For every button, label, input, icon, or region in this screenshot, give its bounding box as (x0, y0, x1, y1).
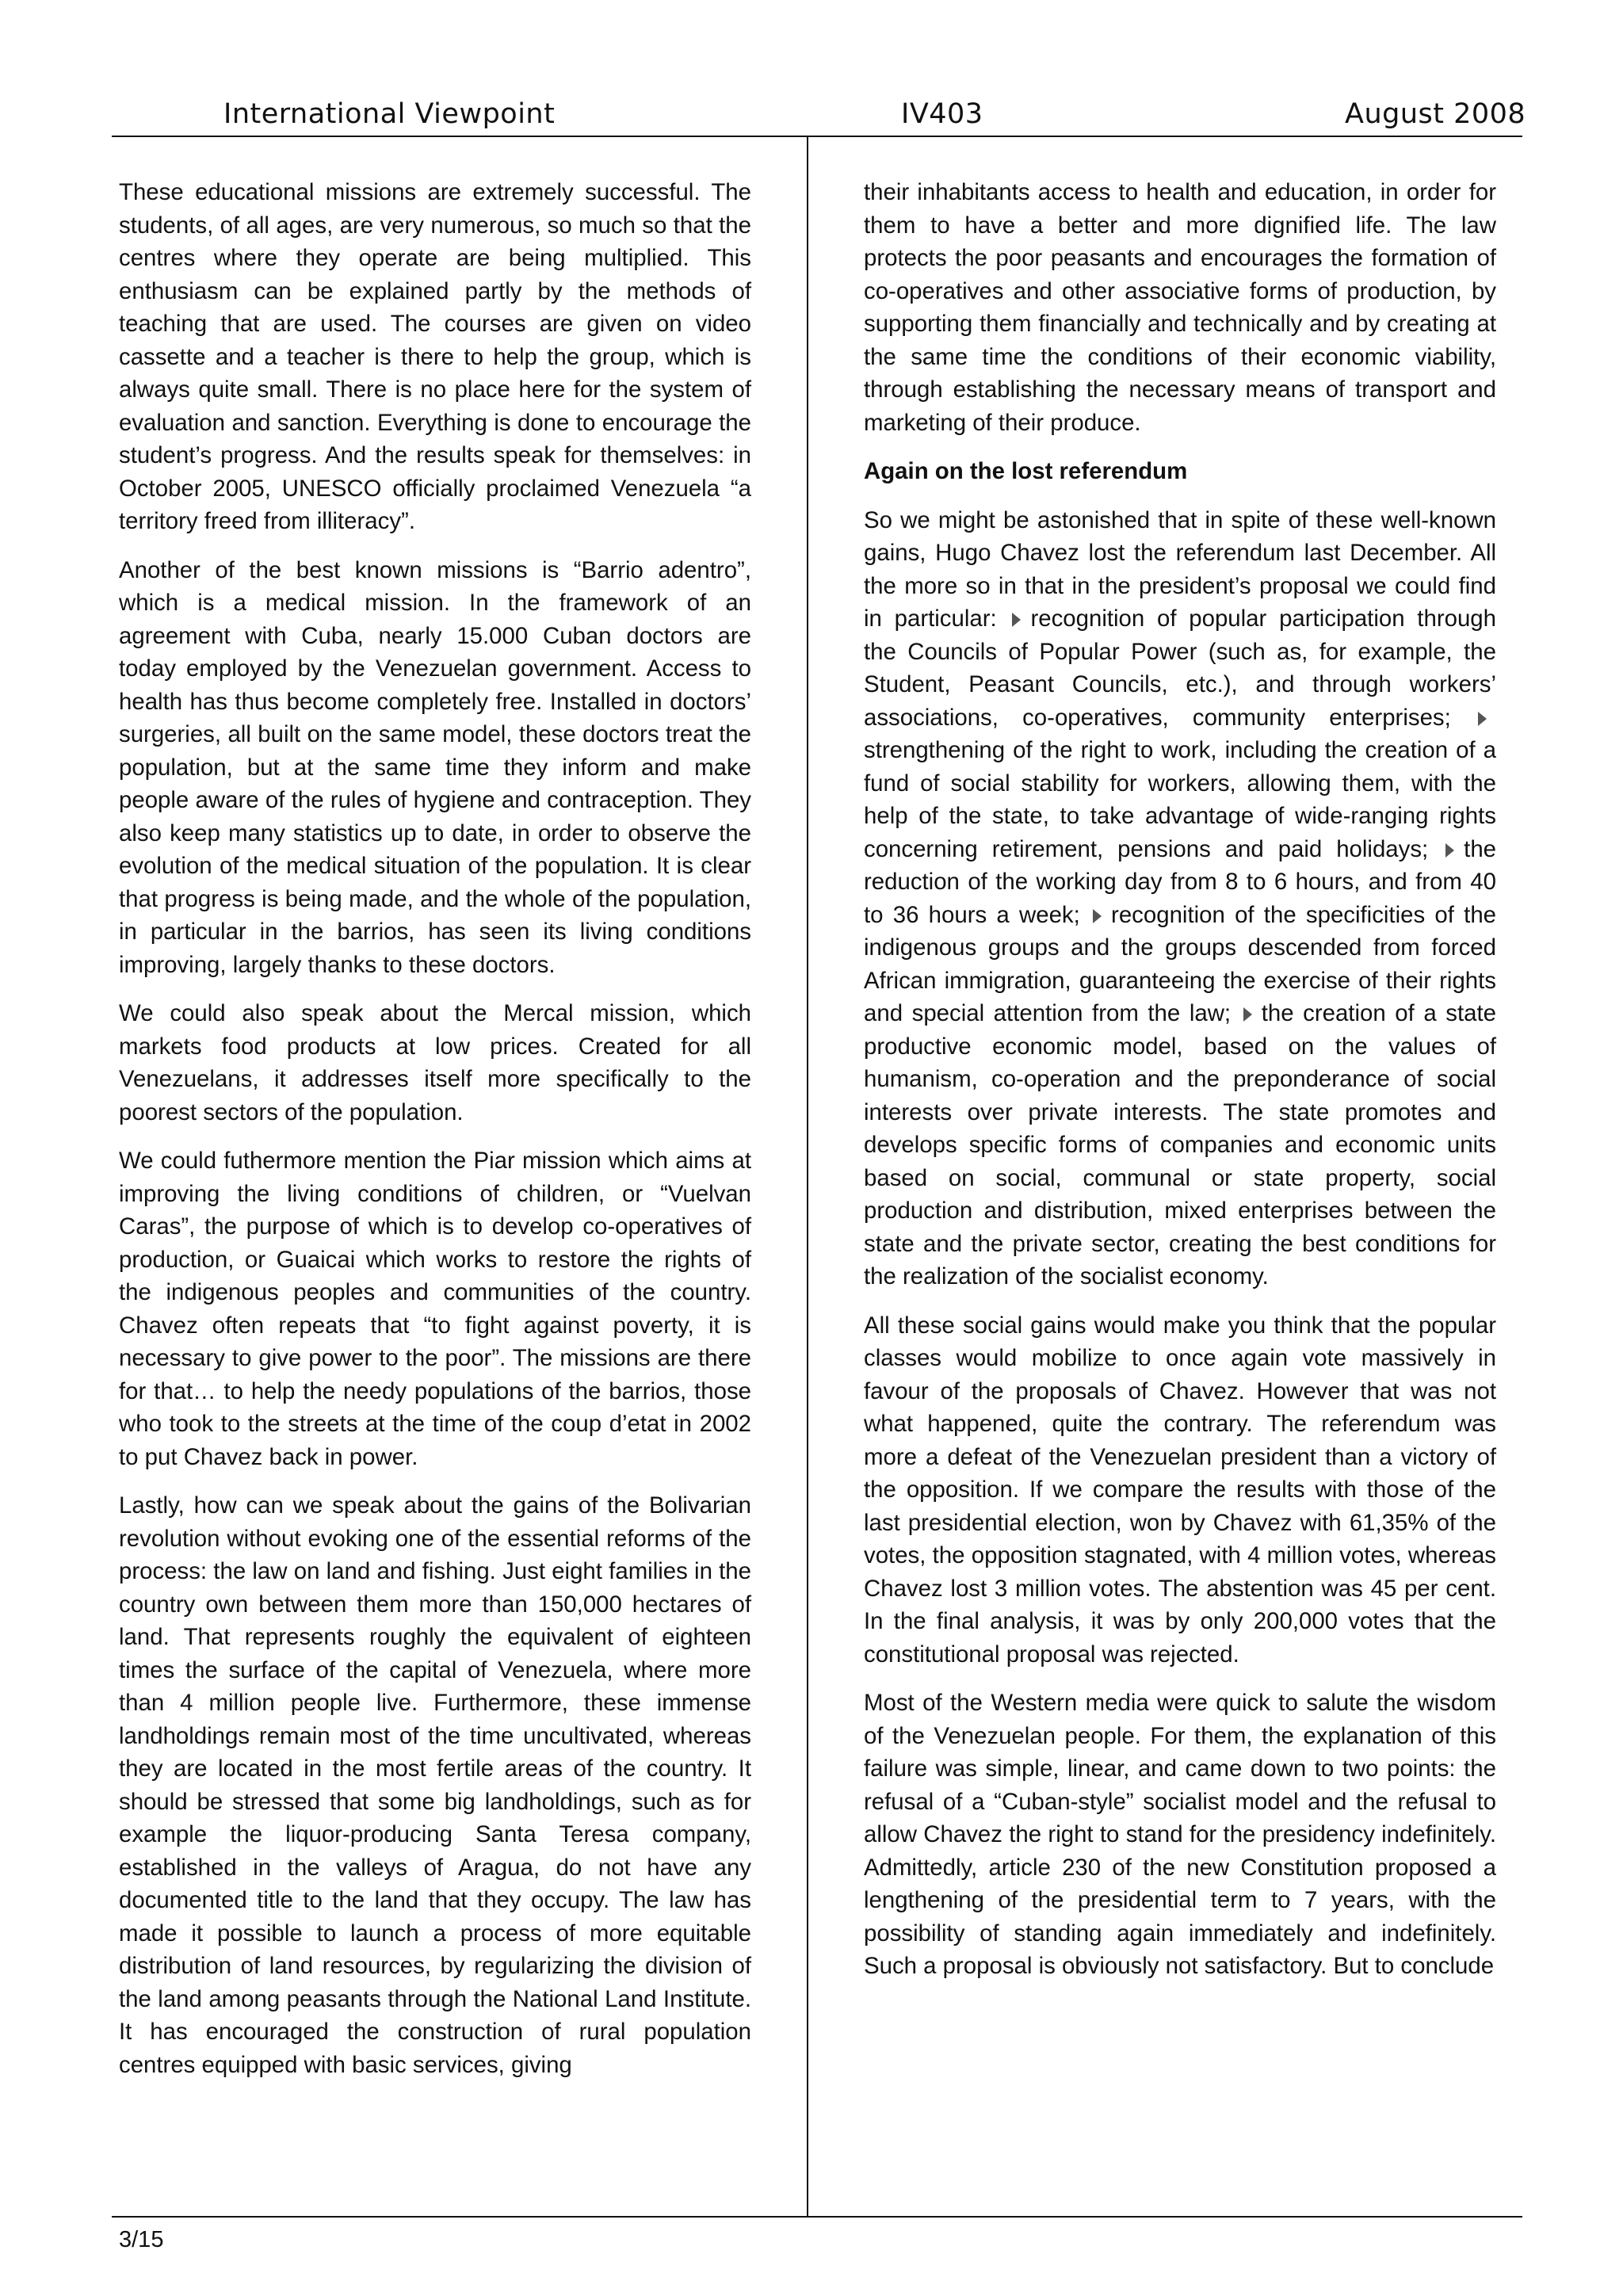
paragraph: Lastly, how can we speak about the gains of the Bolivarian revolution without evoking one of the essential reforms of the process: the law on land and fishing. Just eight families in the country own between them more than 150,000 hectares of land. That represents roughly the equivalent of eighteen times the surface of the capital of Venezuela, where more than 4 million people live. Furthermore, these immense landholdings remain most of the time uncultivated, whereas they are located in the most fertile areas of the country. It should be stressed that some big landholdings, such as for example the liquor-producing Santa Teresa company, established in the valleys of Aragua, do not have any documented title to the land that they occupy. The law has made it possible to launch a process of more equitable distribution of land resources, by regularizing the division of the land among peasants through the National Land Institute. It has encouraged the construction of rural population centres equipped with basic services, giving (119, 1492, 751, 2078)
paragraph: We could also speak about the Mercal mission, which markets food products at low prices. Created for all Venezuelans, it addresses itself more specifically to the poorest sectors of the population. (119, 1000, 751, 1125)
bullet-item: strengthening of the right to work, including the creation of a fund of social stability for workers, allowing them, with the help of the state, to take advantage of wide-ranging rights concerning retirement, pensions and paid holidays; (864, 737, 1496, 862)
triangle-bullet-icon (1093, 909, 1102, 923)
paragraph: All these social gains would make you think that the popular classes would mobilize to once again vote massively in favour of the proposals of Chavez. However that was not what happened, quite the contrary. The referendum was more a defeat of the Venezuelan president than a victory of the opposition. If we compare the results with those of the last presidential election, won by Chavez with 61,35% of the votes, the opposition stagnated, with 4 million votes, whereas Chavez lost 3 million votes. The abstention was 45 per cent. In the final analysis, it was by only 200,000 votes that the constitutional proposal was rejected. (864, 1312, 1496, 1668)
footer-rule (112, 2216, 1522, 2218)
paragraph-intro: So we might be astonished that in spite of these well-known gains, Hugo Chavez lost the referendum last December. All the more so in that in the president’s proposal we could find in particular: (864, 506, 1496, 632)
right-column (864, 176, 1496, 1999)
paragraph: We could futhermore mention the Piar mission which aims at improving the living conditions of children, or “Vuelvan Caras”, the purpose of which is to develop co-operatives of production, or Guaicai which works to restore the rights of the indigenous peoples and communities of the country. Chavez often repeats that “to fight against poverty, it is necessary to give power to the poor”. The missions are there for that… to help the needy populations of the barrios, those who took to the streets at the time of the coup d’etat in 2002 to put Chavez back in power. (119, 1148, 751, 1470)
bullet-item: the creation of a state productive economic model, based on the values of humanism, co-operation and the preponderance of social interests over private interests. The state promotes and develops specific forms of companies and economic units based on social, communal or state property, social production and distribution, mixed enterprises between the state and the private sector, creating the best conditions for the realization of the socialist economy. (864, 1000, 1497, 1289)
page-number: 3/15 (119, 2227, 164, 2252)
left-column (119, 176, 751, 2097)
bullet-item: recognition of the specificities of the indigenous groups and the groups descended from forced African immigration, guaranteeing the exercise of their rights and special attention from the law; (864, 901, 1497, 1026)
page-header (112, 0, 1526, 136)
triangle-bullet-icon (1445, 843, 1454, 858)
paragraph: Most of the Western media were quick to salute the wisdom of the Venezuelan people. For them, the explanation of this failure was simple, linear, and came down to two points: the refusal of a “Cuban-style” socialist model and the refusal to allow Chavez the right to stand for the presidency indefinitely. Admittedly, article 230 of the new Constitution proposed a lengthening of the presidential term to 7 years, with the possibility of standing again immediately and indefinitely. Such a proposal is obviously not satisfactory. But to conclude (864, 1690, 1496, 1979)
bullet-item: the reduction of the working day from 8 to 6 hours, and from 40 to 36 hours a week; (864, 835, 1497, 928)
column-divider (807, 136, 808, 2218)
bullet-paragraph (864, 504, 1496, 1293)
paragraph: These educational missions are extremely successful. The students, of all ages, are very numerous, so much so that the centres where they operate are being multiplied. This enthusiasm can be explained partly by the methods of teaching that are used. The courses are given on video cassette and a teacher is there to help the group, which is always quite small. There is no place here for the system of evaluation and sanction. Everything is done to encourage the student’s progress. And the results speak for themselves: in October 2005, UNESCO officially proclaimed Venezuela “a territory freed from illiteracy”. (119, 179, 751, 534)
triangle-bullet-icon (1478, 712, 1487, 726)
issue-number: IV403 (901, 98, 983, 130)
publication-title: International Viewpoint (223, 98, 556, 130)
issue-date: August 2008 (1345, 98, 1526, 130)
paragraph: Another of the best known missions is “Barrio adentro”, which is a medical mission. In the framework of an agreement with Cuba, nearly 15.000 Cuban doctors are today employed by the Venezuelan government. Access to health has thus become completely free. Installed in doctors’ surgeries, all built on the same model, these doctors treat the population, but at the same time they inform and make people aware of the rules of hygiene and contraception. They also keep many statistics up to date, in order to observe the evolution of the medical situation of the population. It is clear that progress is being made, and the whole of the population, in particular in the barrios, has seen its living conditions improving, largely thanks to these doctors. (119, 556, 751, 978)
triangle-bullet-icon (1243, 1007, 1252, 1022)
paragraph: their inhabitants access to health and education, in order for them to have a better and more dignified life. The law protects the poor peasants and encourages the formation of co-operatives and other associative forms of production, by supporting them financially and technically and by creating at the same time the conditions of their economic viability, through establishing the necessary means of transport and marketing of their produce. (864, 179, 1496, 436)
header-rule (112, 136, 1522, 137)
bullet-item: recognition of popular participation through the Councils of Popular Power (such as, for example, the Student, Peasant Councils, etc.), and through workers’ associations, co-operatives, community enterprises; (864, 606, 1496, 731)
section-heading: Again on the lost referendum (864, 458, 1188, 484)
triangle-bullet-icon (1012, 613, 1021, 627)
